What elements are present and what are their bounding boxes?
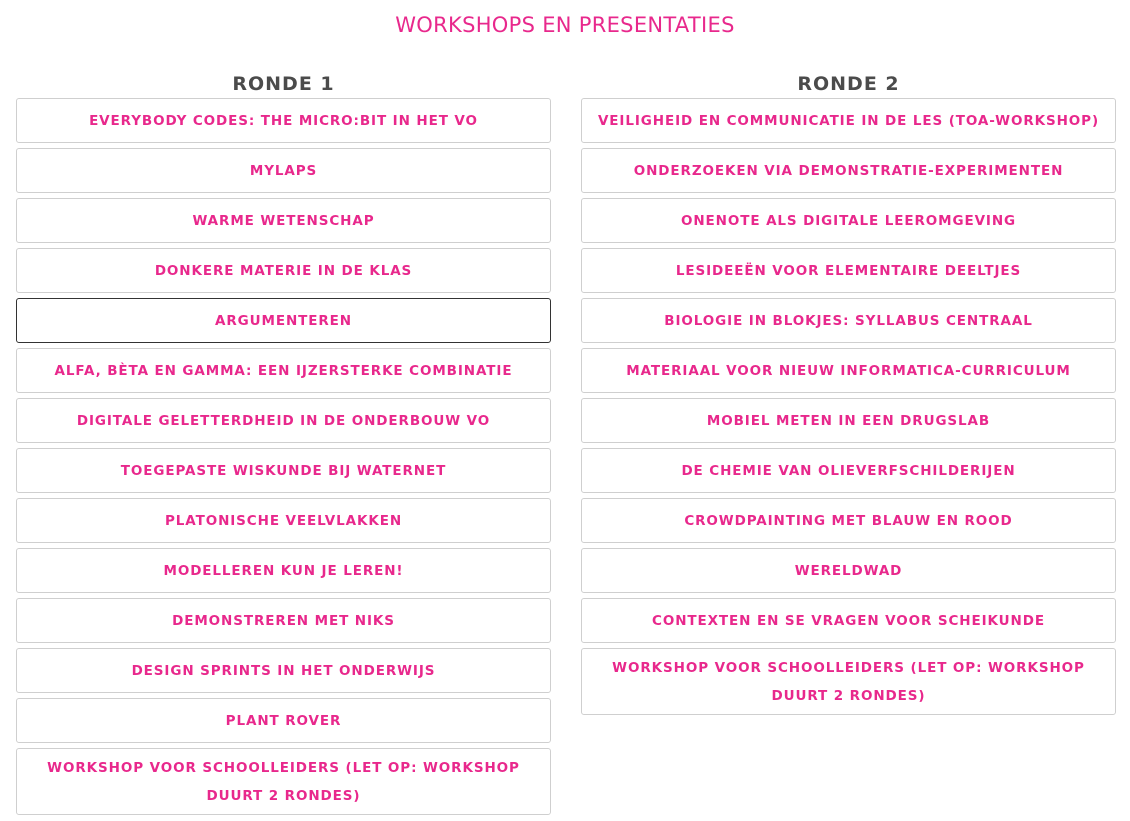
round-1-column <box>16 70 551 820</box>
workshop-item[interactable]: ONDERZOEKEN VIA DEMONSTRATIE-EXPERIMENTEN <box>581 148 1116 193</box>
workshop-item[interactable]: CROWDPAINTING MET BLAUW EN ROOD <box>581 498 1116 543</box>
round-1-workshop-list <box>16 98 551 815</box>
workshop-item[interactable]: BIOLOGIE IN BLOKJES: SYLLABUS CENTRAAL <box>581 298 1116 343</box>
workshop-item[interactable]: MOBIEL METEN IN EEN DRUGSLAB <box>581 398 1116 443</box>
round-2-column <box>581 70 1116 720</box>
workshop-item[interactable]: PLATONISCHE VEELVLAKKEN <box>16 498 551 543</box>
workshop-item[interactable]: DONKERE MATERIE IN DE KLAS <box>16 248 551 293</box>
workshop-item[interactable]: DESIGN SPRINTS IN HET ONDERWIJS <box>16 648 551 693</box>
workshop-item[interactable]: EVERYBODY CODES: THE MICRO:BIT IN HET VO <box>16 98 551 143</box>
round-2-heading: RONDE 2 <box>797 73 900 95</box>
workshop-item[interactable]: DIGITALE GELETTERDHEID IN DE ONDERBOUW VO <box>16 398 551 443</box>
workshop-item[interactable]: VEILIGHEID EN COMMUNICATIE IN DE LES (TOA-WORKSHOP) <box>581 98 1116 143</box>
workshop-item[interactable]: ALFA, BÈTA EN GAMMA: EEN IJZERSTERKE COMBINATIE <box>16 348 551 393</box>
workshop-item[interactable]: CONTEXTEN EN SE VRAGEN VOOR SCHEIKUNDE <box>581 598 1116 643</box>
workshop-item[interactable]: WERELDWAD <box>581 548 1116 593</box>
round-2-workshop-list <box>581 98 1116 715</box>
workshop-item[interactable]: TOEGEPASTE WISKUNDE BIJ WATERNET <box>16 448 551 493</box>
workshop-item[interactable]: MYLAPS <box>16 148 551 193</box>
workshop-item[interactable]: WORKSHOP VOOR SCHOOLLEIDERS (LET OP: WORKSHOP DUURT 2 RONDES) <box>581 648 1116 715</box>
workshop-item[interactable]: WORKSHOP VOOR SCHOOLLEIDERS (LET OP: WORKSHOP DUURT 2 RONDES) <box>16 748 551 815</box>
workshop-item-focused[interactable]: ARGUMENTEREN <box>16 298 551 343</box>
round-1-heading: RONDE 1 <box>232 73 335 95</box>
workshop-item[interactable]: DEMONSTREREN MET NIKS <box>16 598 551 643</box>
workshop-item[interactable]: DE CHEMIE VAN OLIEVERFSCHILDERIJEN <box>581 448 1116 493</box>
workshop-item[interactable]: WARME WETENSCHAP <box>16 198 551 243</box>
workshop-item[interactable]: MATERIAAL VOOR NIEUW INFORMATICA-CURRICULUM <box>581 348 1116 393</box>
workshop-item[interactable]: MODELLEREN KUN JE LEREN! <box>16 548 551 593</box>
workshop-item[interactable]: ONENOTE ALS DIGITALE LEEROMGEVING <box>581 198 1116 243</box>
page-title: WORKSHOPS EN PRESENTATIES <box>395 13 735 37</box>
workshop-item[interactable]: PLANT ROVER <box>16 698 551 743</box>
workshop-item[interactable]: LESIDEEËN VOOR ELEMENTAIRE DEELTJES <box>581 248 1116 293</box>
